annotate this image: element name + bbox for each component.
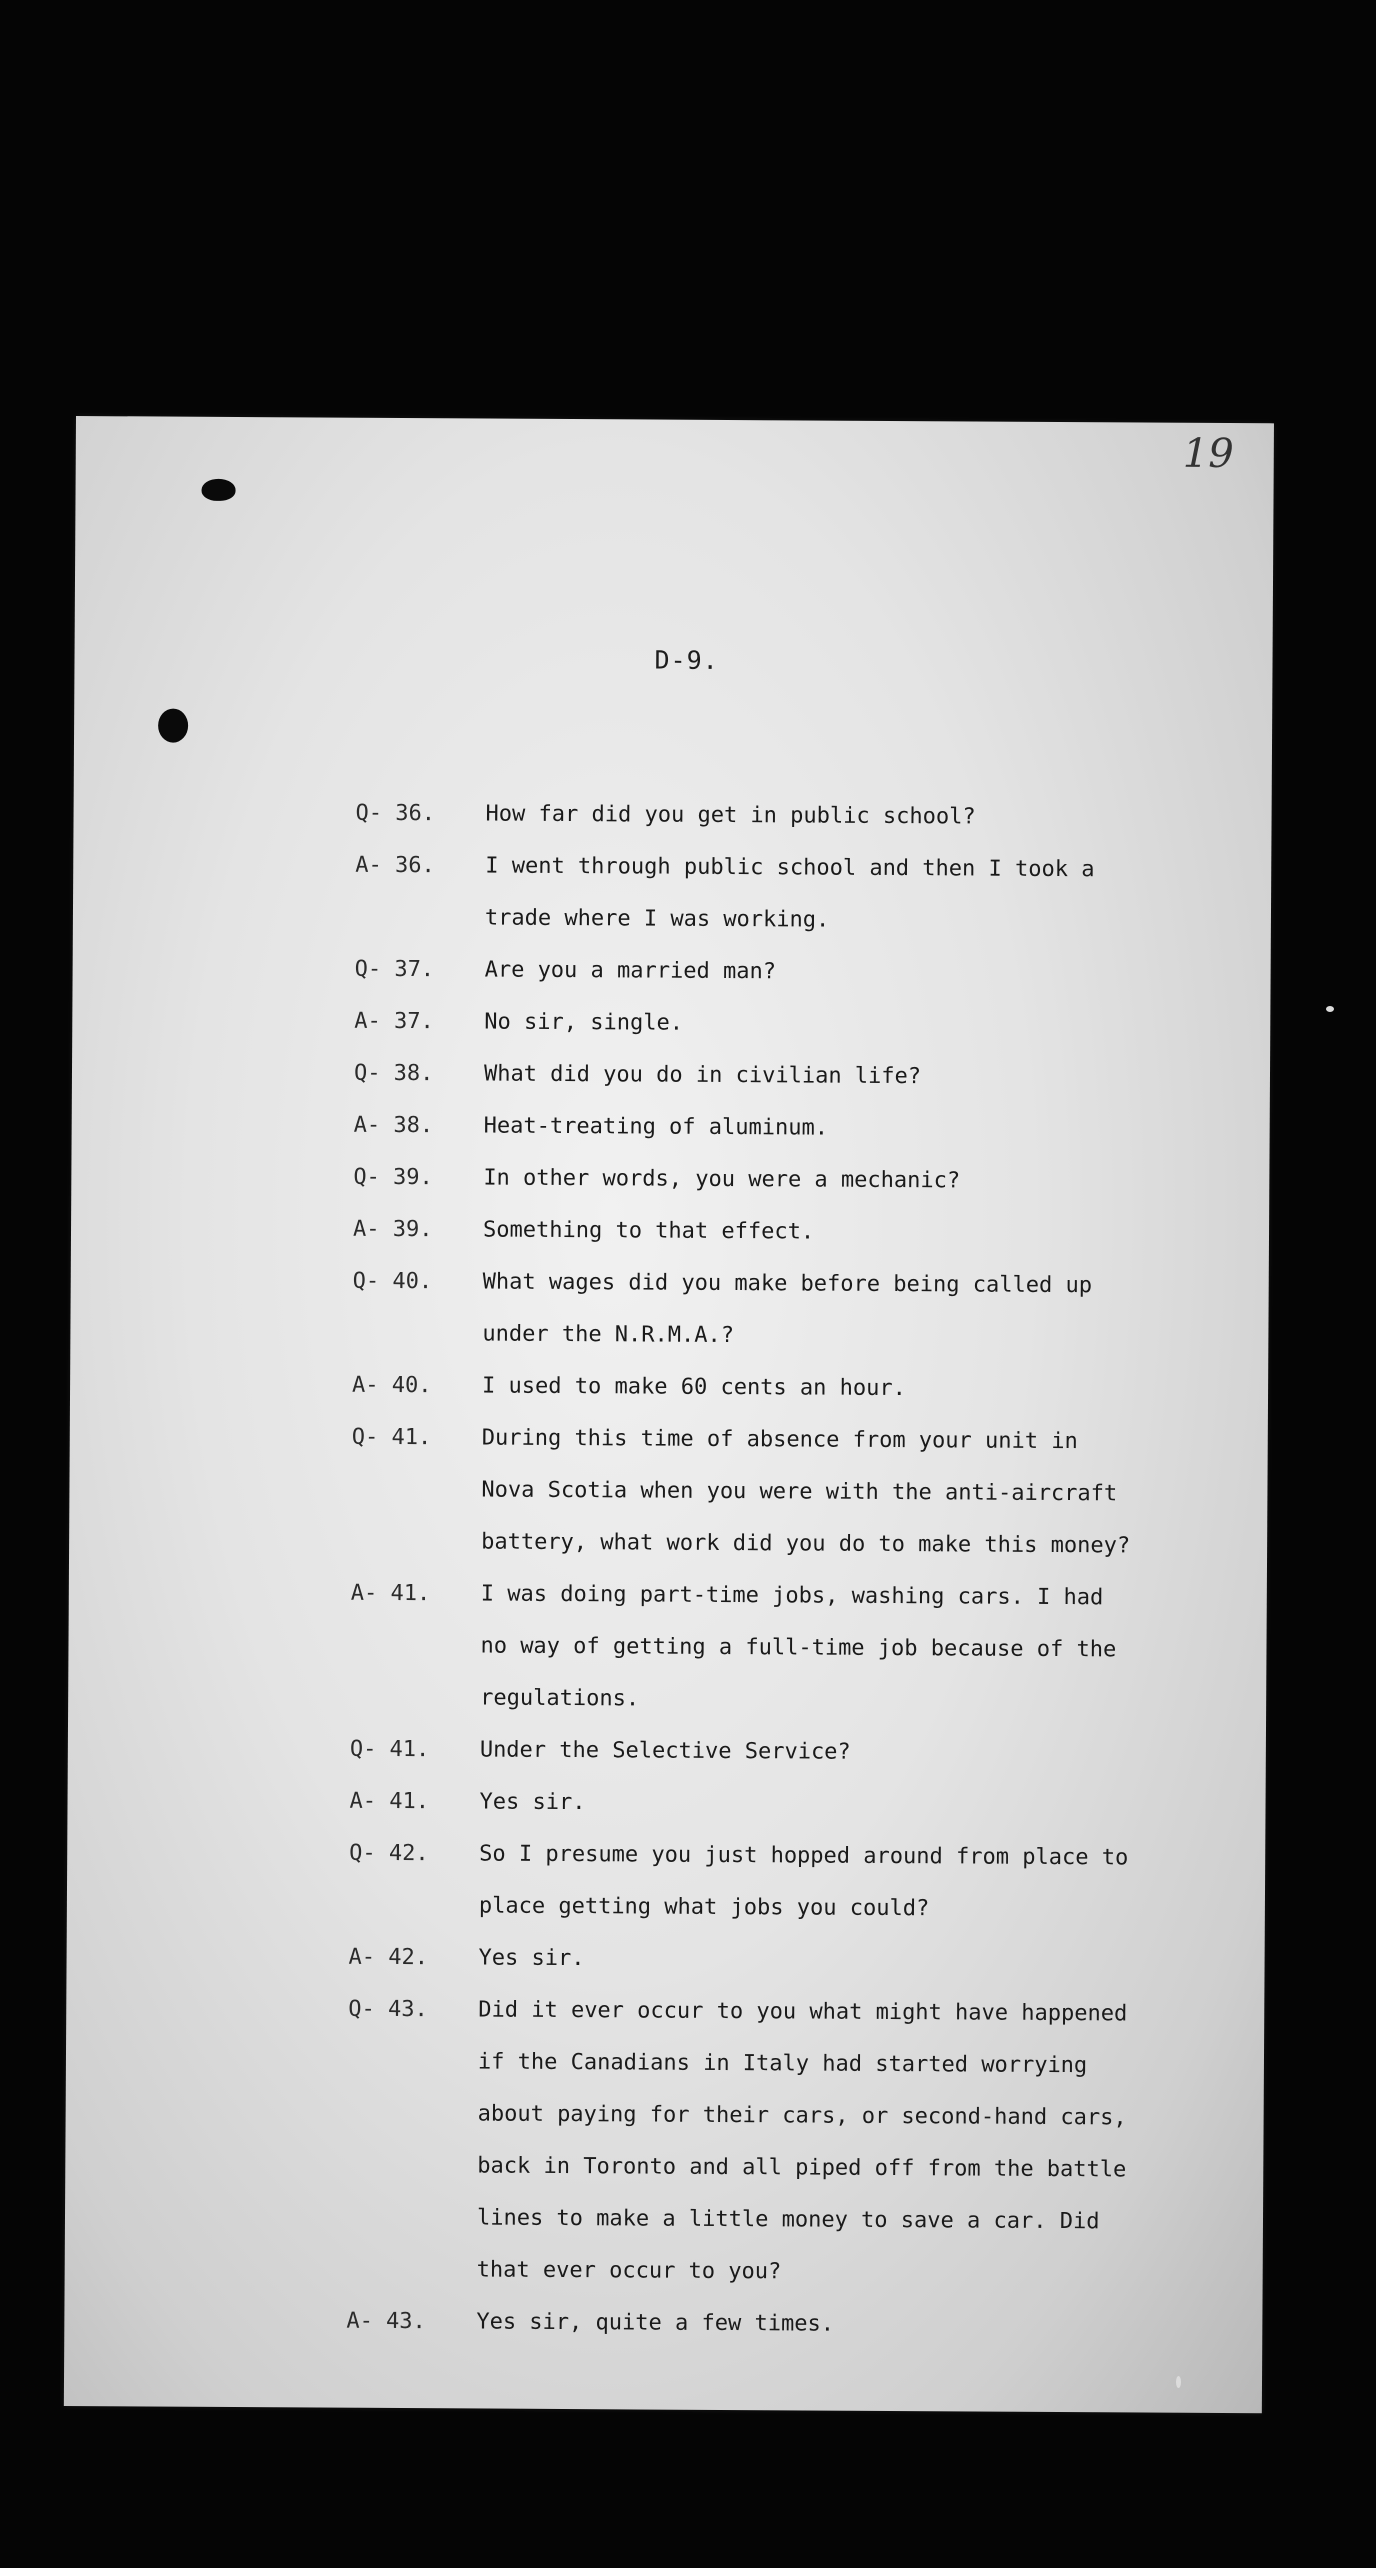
- transcript-entry: [346, 2296, 1246, 2353]
- entry-text: [479, 1776, 1249, 1833]
- entry-label: Q- 38.: [353, 1060, 434, 1087]
- entry-line: no way of getting a full-time job because of the: [480, 1633, 1117, 1663]
- entry-text: [485, 789, 1255, 846]
- entry-line: battery, what work did you do to make this money?: [481, 1529, 1131, 1559]
- transcript-entry: [354, 1100, 1254, 1157]
- entry-line: place getting what jobs you could?: [478, 1893, 930, 1922]
- entry-text: [484, 1049, 1254, 1106]
- entry-text: [476, 2296, 1246, 2353]
- punch-hole: [201, 479, 235, 501]
- transcript-entry: [354, 996, 1254, 1053]
- transcript-entry: [355, 840, 1256, 949]
- entry-label: A- 40.: [352, 1372, 432, 1399]
- entry-text: [480, 1724, 1250, 1781]
- entry-line: Yes sir.: [479, 1789, 586, 1816]
- entry-line: Something to that effect.: [482, 1217, 815, 1245]
- transcript-entry: [349, 1828, 1250, 1937]
- transcript-entry: [355, 788, 1255, 845]
- transcript-entry: [353, 1152, 1253, 1209]
- entry-label: A- 41.: [350, 1580, 431, 1607]
- entry-text: [481, 1412, 1252, 1573]
- entry-label: A- 41.: [349, 1788, 430, 1815]
- scan-speck: [1326, 1006, 1334, 1012]
- entry-label: Q- 42.: [349, 1840, 429, 1867]
- entry-label: Q- 40.: [352, 1268, 433, 1295]
- entry-line: No sir, single.: [484, 1009, 684, 1036]
- entry-line: What wages did you make before being called up: [482, 1269, 1093, 1299]
- entry-label: Q- 41.: [349, 1736, 430, 1763]
- page-title: D-9.: [654, 645, 719, 675]
- entry-text: [485, 841, 1256, 950]
- transcript-entry: [354, 944, 1254, 1001]
- entry-line: Nova Scotia when you were with the anti-aircraft: [481, 1477, 1118, 1507]
- entry-label: Q- 39.: [353, 1164, 433, 1191]
- entry-line: Did it ever occur to you what might have happened: [478, 1997, 1128, 2027]
- scan-speck: [1176, 2376, 1181, 2388]
- entry-label: Q- 37.: [354, 956, 435, 983]
- transcript-entry: [354, 1048, 1254, 1105]
- transcript-entry: [349, 1776, 1249, 1833]
- entry-line: Heat-treating of aluminum.: [483, 1113, 829, 1141]
- transcript-entry: [353, 1204, 1253, 1261]
- entry-text: [484, 945, 1254, 1002]
- entry-line: Are you a married man?: [484, 957, 777, 985]
- entry-label: A- 39.: [352, 1216, 433, 1243]
- entry-line: trade where I was working.: [484, 905, 830, 933]
- transcript-entry: [347, 1984, 1249, 2301]
- entry-text: [484, 997, 1254, 1054]
- entry-line: Under the Selective Service?: [479, 1737, 851, 1765]
- document-page: [64, 416, 1274, 2413]
- transcript-entry: [350, 1724, 1250, 1781]
- entry-label: Q- 36.: [355, 800, 436, 827]
- entry-line: about paying for their cars, or second-hand cars,: [477, 2101, 1127, 2131]
- entry-label: A- 37.: [354, 1008, 434, 1035]
- transcript-entry: [348, 1932, 1248, 1989]
- entry-label: A- 42.: [348, 1944, 429, 1971]
- entry-text: [484, 1101, 1254, 1158]
- entry-text: [479, 1828, 1250, 1937]
- transcript-entry: [352, 1256, 1253, 1365]
- entry-line: I used to make 60 cents an hour.: [482, 1373, 906, 1402]
- punch-hole: [158, 709, 188, 743]
- entry-text: [482, 1257, 1253, 1366]
- entry-text: [482, 1360, 1252, 1417]
- entry-line: So I presume you just hopped around from place to: [479, 1841, 1129, 1871]
- entry-label: Q- 41.: [351, 1424, 432, 1451]
- entry-text: [478, 1932, 1248, 1989]
- entry-line: In other words, you were a mechanic?: [483, 1165, 961, 1194]
- entry-label: A- 38.: [353, 1112, 434, 1139]
- entry-line: How far did you get in public school?: [485, 801, 976, 830]
- entry-line: What did you do in civilian life?: [483, 1061, 922, 1090]
- entry-label: A- 36.: [355, 852, 435, 879]
- entry-line: Yes sir.: [478, 1945, 585, 1972]
- entry-line: During this time of absence from your unit in: [481, 1425, 1078, 1455]
- transcript-entry: [350, 1568, 1251, 1729]
- entry-text: [483, 1153, 1253, 1210]
- entry-label: Q- 43.: [348, 1996, 428, 2023]
- transcript-entry: [352, 1360, 1252, 1417]
- entry-line: if the Canadians in Italy had started worrying: [477, 2049, 1088, 2079]
- entry-line: lines to make a little money to save a car. Did: [476, 2205, 1100, 2235]
- entry-text: [477, 1984, 1249, 2301]
- entry-text: [483, 1205, 1253, 1262]
- entry-line: that ever occur to you?: [476, 2257, 782, 2285]
- entry-line: I was doing part-time jobs, washing cars. I had: [480, 1581, 1104, 1611]
- entry-line: regulations.: [480, 1685, 640, 1712]
- entry-line: back in Toronto and all piped off from the battle: [477, 2153, 1127, 2183]
- entry-text: [480, 1568, 1251, 1729]
- entry-label: A- 43.: [346, 2308, 426, 2335]
- transcript-entry: [351, 1412, 1252, 1573]
- folio-number: 19: [1182, 430, 1234, 478]
- entry-line: Yes sir, quite a few times.: [476, 2309, 835, 2337]
- entry-line: under the N.R.M.A.?: [482, 1321, 735, 1349]
- transcript: [346, 788, 1256, 2353]
- entry-line: I went through public school and then I took a: [485, 853, 1095, 883]
